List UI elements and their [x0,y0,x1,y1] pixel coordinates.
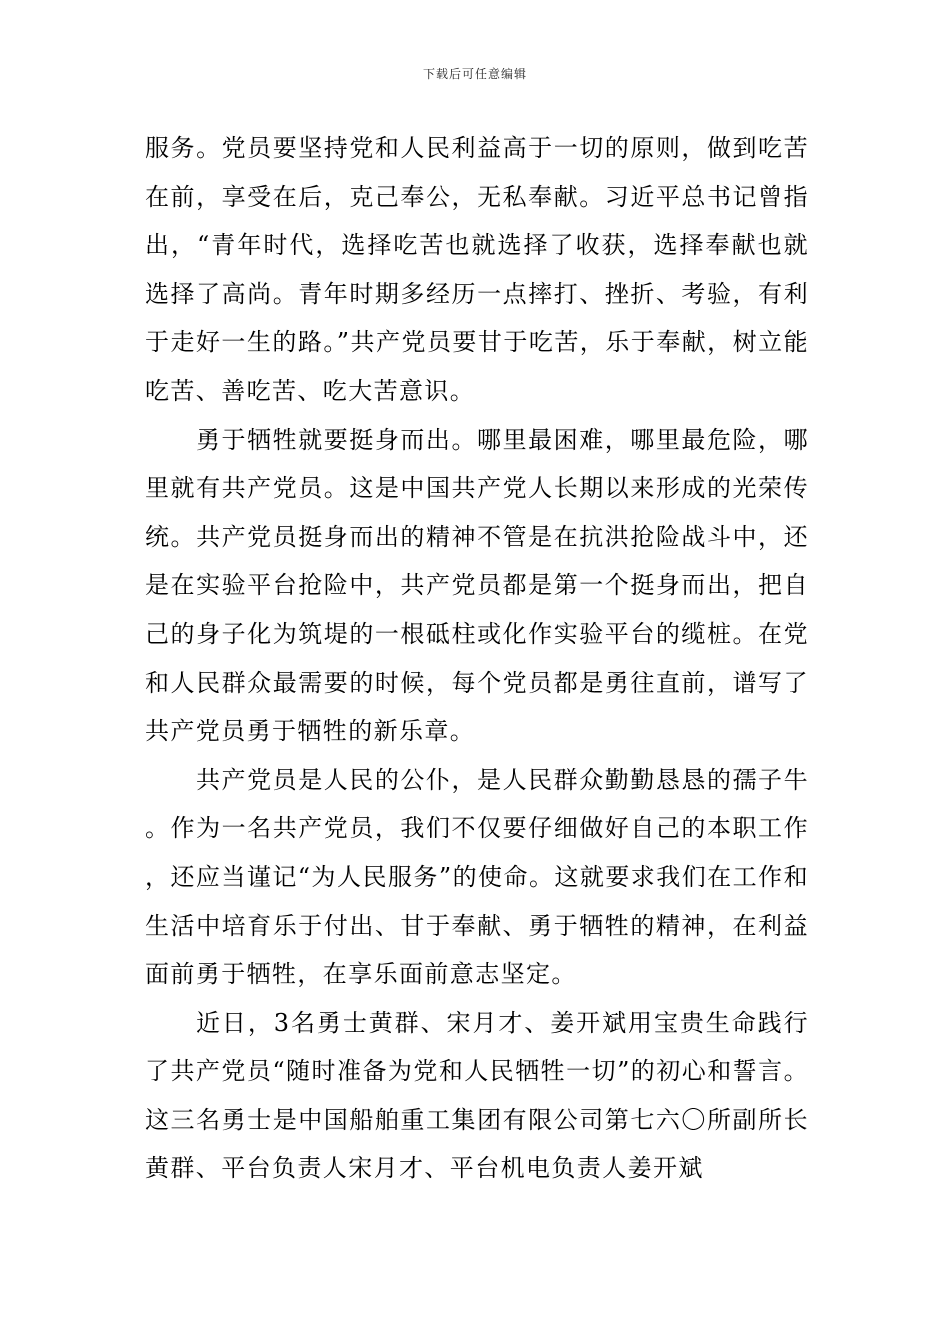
paragraph-continuation: 服务。党员要坚持党和人民利益高于一切的原则，做到吃苦在前，享受在后，克己奉公，无私奉献。习近平总书记曾指出，“青年时代，选择吃苦也就选择了收获，选择奉献也就选择了高尚。青年时期多经历一点摔打、挫折、考验，有利于走好一生的路。”共产党员要甘于吃苦，乐于奉献，树立能吃苦、善吃苦、吃大苦意识。 [145,134,809,405]
document-body [145,124,809,1193]
paragraph-sacrifice: 勇于牺牲就要挺身而出。哪里最困难，哪里最危险，哪里就有共产党员。这是中国共产党人长期以来形成的光荣传统。共产党员挺身而出的精神不管是在抗洪抢险战斗中，还是在实验平台抢险中，共产党员都是第一个挺身而出，把自己的身子化为筑堤的一根砥柱或化作实验平台的缆桩。在党和人民群众最需要的时候，每个党员都是勇往直前，谱写了共产党员勇于牺牲的新乐章。 [145,425,809,746]
paragraph-public-servant: 共产党员是人民的公仆，是人民群众勤勤恳恳的孺子牛。作为一名共产党员，我们不仅要仔细做好自己的本职工作，还应当谨记“为人民服务”的使命。这就要求我们在工作和生活中培育乐于付出、甘于奉献、勇于牺牲的精神，在利益面前勇于牺牲，在享乐面前意志坚定。 [145,765,809,989]
paragraph-three-heroes: 近日，3名勇士黄群、宋月才、姜开斌用宝贵生命践行了共产党员“随时准备为党和人民牺牲一切”的初心和誓言。这三名勇士是中国船舶重工集团有限公司第七六〇所副所长黄群、平台负责人宋月才、平台机电负责人姜开斌 [145,1008,809,1183]
page-header: 下载后可任意编辑 [422,67,527,81]
